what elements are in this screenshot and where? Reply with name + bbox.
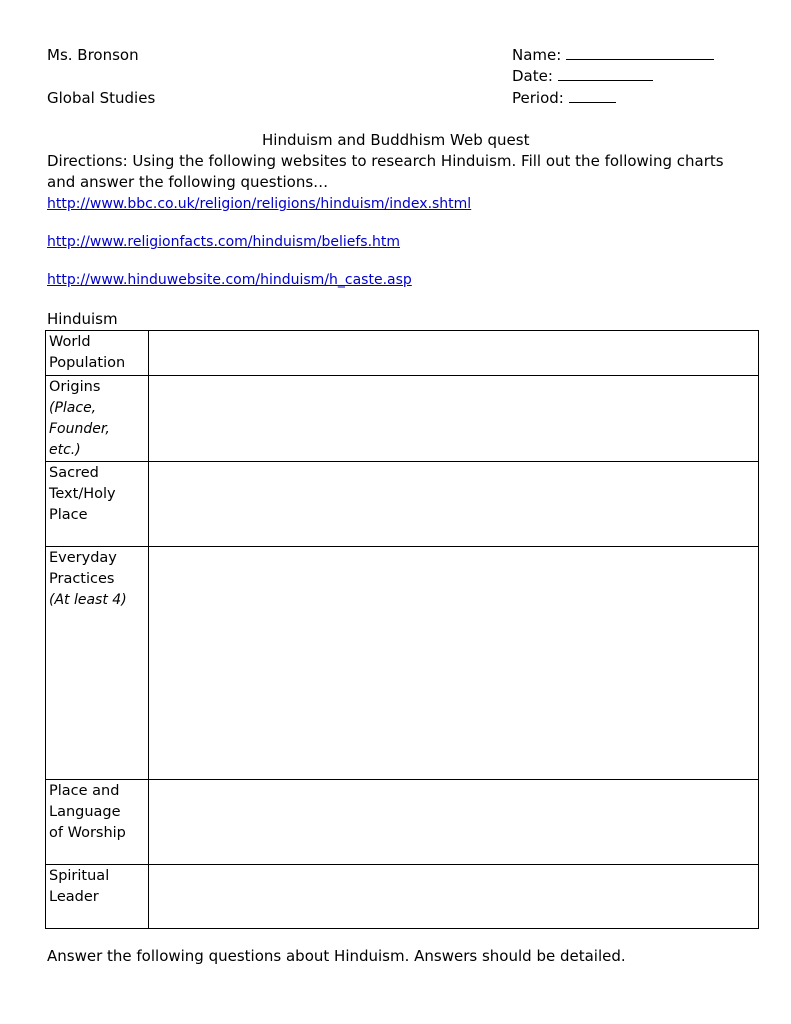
label-subline: etc.) — [49, 442, 81, 458]
label-line: Text/Holy — [49, 486, 116, 502]
date-field — [512, 66, 653, 87]
teacher-name: Ms. Bronson — [47, 46, 139, 64]
course-name: Global Studies — [47, 89, 156, 107]
name-label: Name: — [512, 46, 562, 64]
questions-instruction: Answer the following questions about Hinduism. Answers should be detailed. — [47, 947, 626, 965]
name-field — [512, 45, 714, 66]
table-row — [46, 780, 759, 865]
table-row — [46, 865, 759, 929]
label-line: Origins — [49, 379, 101, 395]
label-line: Population — [49, 355, 126, 371]
link-religionfacts[interactable]: http://www.religionfacts.com/hinduism/beliefs.htm — [47, 234, 401, 250]
period-field — [512, 88, 616, 109]
answer-cell-spiritual-leader[interactable] — [149, 865, 759, 929]
label-line: Language — [49, 804, 121, 820]
answer-cell-everyday-practices[interactable] — [149, 547, 759, 780]
page-title: Hinduism and Buddhism Web quest — [262, 131, 530, 149]
date-label: Date: — [512, 67, 553, 85]
period-blank[interactable] — [569, 88, 616, 103]
label-line: Place and — [49, 783, 120, 799]
directions-line-2: and answer the following questions… — [47, 173, 329, 191]
link-bbc[interactable]: http://www.bbc.co.uk/religion/religions/hinduism/index.shtml — [47, 196, 472, 212]
link-hinduwebsite[interactable]: http://www.hinduwebsite.com/hinduism/h_caste.asp — [47, 272, 412, 288]
table-row — [46, 462, 759, 547]
table-caption: Hinduism — [47, 310, 118, 328]
directions-line-1: Directions: Using the following websites to research Hinduism. Fill out the following charts — [47, 152, 724, 170]
answer-cell-place-of-worship[interactable] — [149, 780, 759, 865]
row-label — [46, 462, 149, 547]
label-line: of Worship — [49, 825, 126, 841]
table-row — [46, 376, 759, 462]
label-line: Everyday — [49, 550, 117, 566]
row-label — [46, 865, 149, 929]
date-blank[interactable] — [558, 66, 653, 81]
table-row — [46, 331, 759, 376]
label-line: Sacred — [49, 465, 99, 481]
row-label — [46, 331, 149, 376]
label-line: Place — [49, 507, 88, 523]
label-line: Spiritual — [49, 868, 110, 884]
label-line: Practices — [49, 571, 115, 587]
label-subline: (Place, — [49, 400, 97, 416]
hinduism-chart — [45, 330, 759, 929]
label-subline: Founder, — [49, 421, 110, 437]
row-label — [46, 376, 149, 462]
name-blank[interactable] — [566, 45, 714, 60]
row-label — [46, 780, 149, 865]
row-label — [46, 547, 149, 780]
table-row — [46, 547, 759, 780]
label-line: Leader — [49, 889, 99, 905]
answer-cell-sacred-text[interactable] — [149, 462, 759, 547]
answer-cell-world-population[interactable] — [149, 331, 759, 376]
period-label: Period: — [512, 89, 564, 107]
answer-cell-origins[interactable] — [149, 376, 759, 462]
label-line: World — [49, 334, 91, 350]
label-subline: (At least 4) — [49, 592, 127, 608]
